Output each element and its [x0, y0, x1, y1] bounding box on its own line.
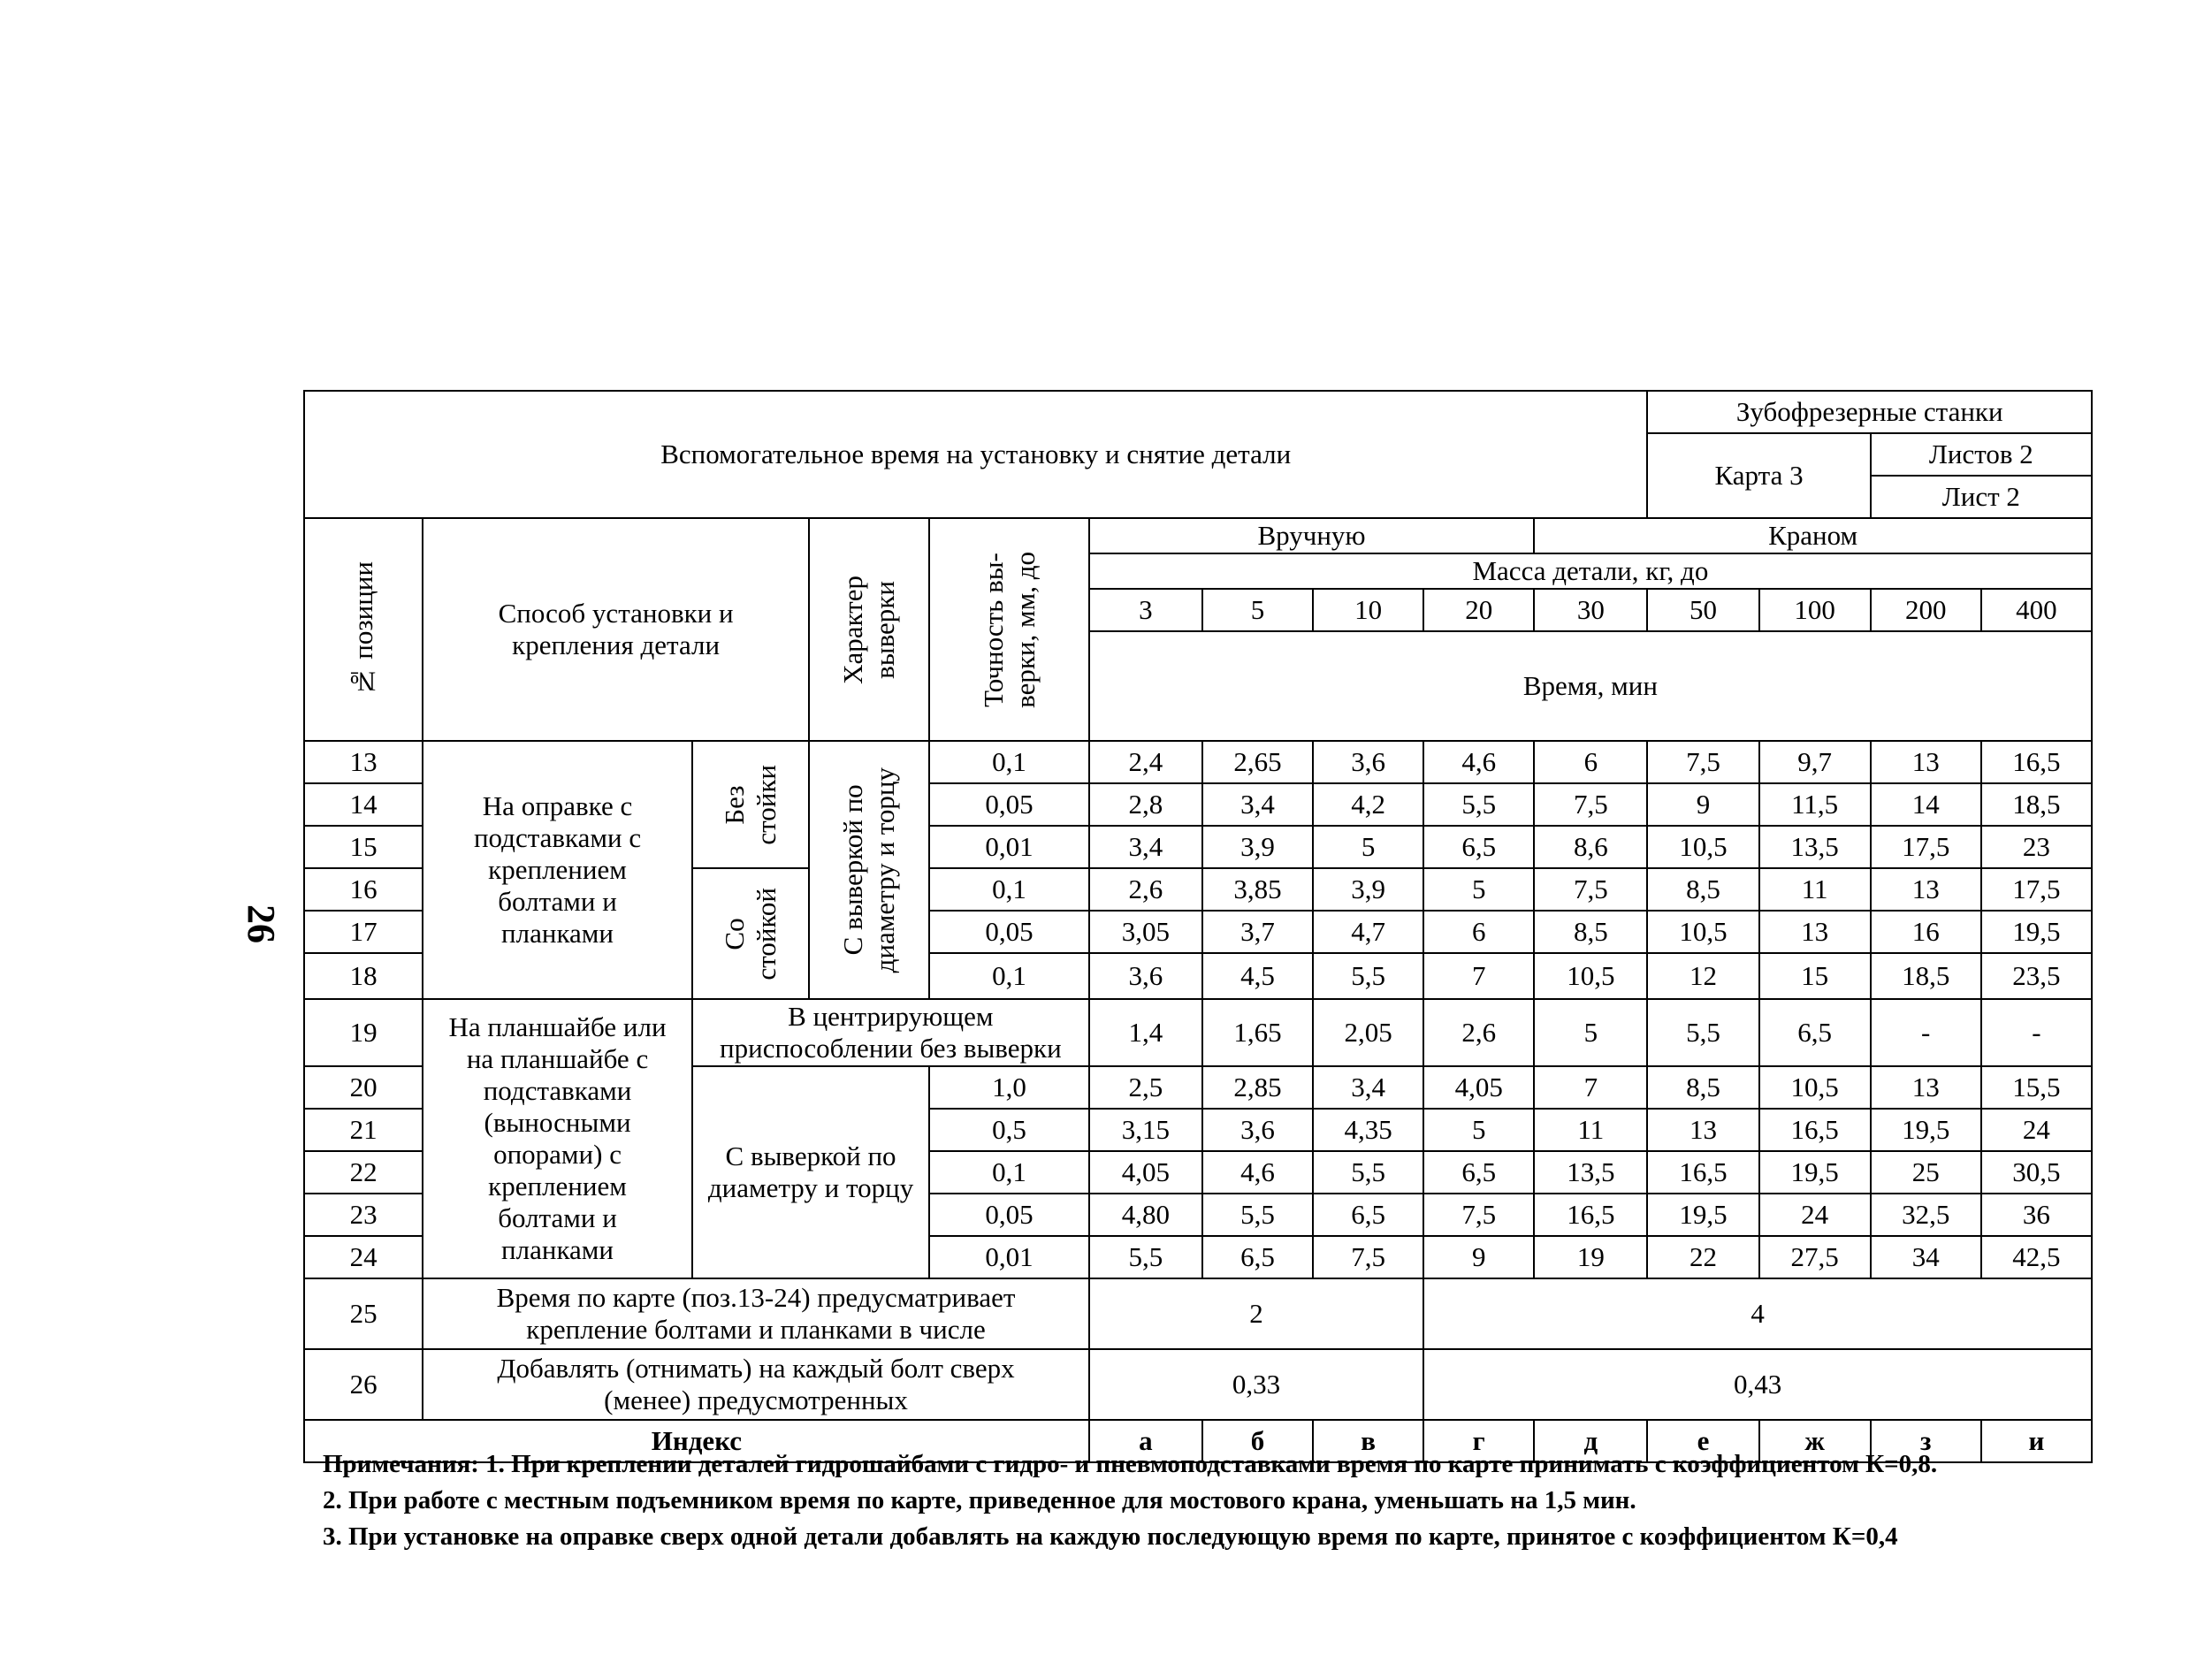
time-value: 13,5: [1534, 1151, 1647, 1194]
mass-value: 10: [1313, 589, 1423, 631]
accuracy-value: 0,01: [929, 1236, 1089, 1278]
time-value: 15: [1759, 953, 1871, 999]
time-header: Время, мин: [1089, 631, 2092, 741]
mass-value: 20: [1423, 589, 1534, 631]
time-value: 4,05: [1423, 1066, 1534, 1109]
alignment-mandrel: С выверкой по диаметру и торцу: [809, 741, 929, 999]
time-value: 23: [1981, 826, 2092, 868]
mass-value: 5: [1202, 589, 1313, 631]
index-letter: ж: [1759, 1420, 1871, 1462]
time-value: 2,05: [1313, 999, 1423, 1066]
time-value: 19: [1534, 1236, 1647, 1278]
time-value: 5: [1423, 1109, 1534, 1151]
table-row: [304, 1278, 2092, 1349]
time-value: 5,5: [1202, 1194, 1313, 1236]
machine-name: Зубофрезерные станки: [1647, 391, 2092, 433]
time-value: 36: [1981, 1194, 2092, 1236]
index-label: Индекс: [304, 1420, 1089, 1462]
bolt-note: Добавлять (отнимать) на каждый болт сверх (менее) предусмотренных: [423, 1349, 1089, 1420]
time-value: 19,5: [1647, 1194, 1758, 1236]
time-value: 6,5: [1423, 826, 1534, 868]
position-number: 21: [304, 1109, 423, 1151]
manual-header: Вручную: [1089, 518, 1534, 553]
time-value: 1,65: [1202, 999, 1313, 1066]
table-row: [304, 999, 2092, 1066]
time-value: 16,5: [1647, 1151, 1758, 1194]
manual-value: 2: [1089, 1278, 1423, 1349]
time-value: 4,5: [1202, 953, 1313, 999]
time-value: 18,5: [1871, 953, 1981, 999]
position-number: 19: [304, 999, 423, 1066]
index-letter: в: [1313, 1420, 1423, 1462]
time-value: 4,05: [1089, 1151, 1202, 1194]
time-value: 7,5: [1534, 783, 1647, 826]
time-value: 3,4: [1089, 826, 1202, 868]
alignment-header: Характер выверки: [809, 518, 929, 741]
time-value: 19,5: [1981, 911, 2092, 953]
card-title: Вспомогательное время на установку и снятие детали: [304, 391, 1647, 518]
index-letter: д: [1534, 1420, 1647, 1462]
time-value: 3,7: [1202, 911, 1313, 953]
crane-value: 0,43: [1423, 1349, 2092, 1420]
time-value: 3,15: [1089, 1109, 1202, 1151]
time-value: 5,5: [1423, 783, 1534, 826]
time-value: 8,6: [1534, 826, 1647, 868]
time-value: 11: [1534, 1109, 1647, 1151]
time-value: 17,5: [1871, 826, 1981, 868]
time-value: 5,5: [1647, 999, 1758, 1066]
position-number: 23: [304, 1194, 423, 1236]
method-faceplate: На планшайбе или на планшайбе с подставками (выносными опорами) с креплением болтами и планками: [423, 999, 692, 1278]
mass-value: 50: [1647, 589, 1758, 631]
time-value: 2,5: [1089, 1066, 1202, 1109]
table-row: [304, 741, 2092, 783]
time-value: 2,6: [1423, 999, 1534, 1066]
time-value: 12: [1647, 953, 1758, 999]
crane-value: 4: [1423, 1278, 2092, 1349]
time-value: 25: [1871, 1151, 1981, 1194]
position-header: № позиции: [304, 518, 423, 741]
time-value: 4,6: [1202, 1151, 1313, 1194]
accuracy-header: Точность вы- верки, мм, до: [929, 518, 1089, 741]
card-sheet: [303, 390, 2093, 1463]
sheets-total: Листов 2: [1871, 433, 2092, 476]
time-value: 34: [1871, 1236, 1981, 1278]
time-value: 14: [1871, 783, 1981, 826]
time-value: 4,2: [1313, 783, 1423, 826]
accuracy-value: 0,5: [929, 1109, 1089, 1151]
time-value: 17,5: [1981, 868, 2092, 911]
position-number: 26: [304, 1349, 423, 1420]
time-value: 7,5: [1647, 741, 1758, 783]
time-value: 22: [1647, 1236, 1758, 1278]
time-value: 5,5: [1313, 1151, 1423, 1194]
table-row: [304, 1349, 2092, 1420]
mass-value: 100: [1759, 589, 1871, 631]
sheet-number: Лист 2: [1871, 476, 2092, 518]
time-value: -: [1871, 999, 1981, 1066]
position-number: 14: [304, 783, 423, 826]
time-value: 2,65: [1202, 741, 1313, 783]
time-value: 2,8: [1089, 783, 1202, 826]
accuracy-value: 0,1: [929, 868, 1089, 911]
note-2: 2. При работе с местным подъемником время по карте, приведенное для мостового крана, уменьшать на 1,5 мин.: [323, 1486, 1636, 1514]
alignment-faceplate: С выверкой по диаметру и торцу: [692, 1066, 929, 1278]
subgroup-with-stand: Со стойкой: [692, 868, 809, 999]
position-number: 15: [304, 826, 423, 868]
bolt-note: Время по карте (поз.13-24) предусматривает крепление болтами и планками в числе: [423, 1278, 1089, 1349]
time-value: 13: [1871, 868, 1981, 911]
page-number: 26: [240, 904, 284, 943]
time-value: 15,5: [1981, 1066, 2092, 1109]
time-value: 16,5: [1981, 741, 2092, 783]
position-number: 25: [304, 1278, 423, 1349]
time-value: 19,5: [1871, 1109, 1981, 1151]
method-mandrel: На оправке с подставками с креплением болтами и планками: [423, 741, 692, 999]
time-value: 23,5: [1981, 953, 2092, 999]
index-letter: б: [1202, 1420, 1313, 1462]
mass-value: 400: [1981, 589, 2092, 631]
time-value: 3,6: [1089, 953, 1202, 999]
accuracy-value: 0,01: [929, 826, 1089, 868]
time-value: 3,6: [1202, 1109, 1313, 1151]
time-value: 4,6: [1423, 741, 1534, 783]
time-value: 6,5: [1202, 1236, 1313, 1278]
time-value: 13,5: [1759, 826, 1871, 868]
time-value: 4,35: [1313, 1109, 1423, 1151]
time-value: 18,5: [1981, 783, 2092, 826]
time-value: 7: [1534, 1066, 1647, 1109]
mass-value: 30: [1534, 589, 1647, 631]
index-letter: а: [1089, 1420, 1202, 1462]
time-value: 8,5: [1647, 1066, 1758, 1109]
time-value: 9: [1423, 1236, 1534, 1278]
time-value: 16,5: [1759, 1109, 1871, 1151]
mass-value: 3: [1089, 589, 1202, 631]
card-number: Карта 3: [1647, 433, 1870, 518]
position-number: 24: [304, 1236, 423, 1278]
time-value: 5: [1534, 999, 1647, 1066]
time-value: 24: [1759, 1194, 1871, 1236]
time-value: 2,6: [1089, 868, 1202, 911]
accuracy-value: 0,05: [929, 1194, 1089, 1236]
time-value: 11: [1759, 868, 1871, 911]
time-value: -: [1981, 999, 2092, 1066]
time-value: 13: [1871, 741, 1981, 783]
time-value: 5: [1423, 868, 1534, 911]
time-value: 5,5: [1313, 953, 1423, 999]
index-letter: и: [1981, 1420, 2092, 1462]
position-number: 18: [304, 953, 423, 999]
time-value: 1,4: [1089, 999, 1202, 1066]
index-letter: е: [1647, 1420, 1758, 1462]
time-value: 8,5: [1534, 911, 1647, 953]
mass-header: Масса детали, кг, до: [1089, 553, 2092, 589]
accuracy-value: 0,1: [929, 1151, 1089, 1194]
time-value: 32,5: [1871, 1194, 1981, 1236]
time-value: 3,6: [1313, 741, 1423, 783]
time-value: 6,5: [1759, 999, 1871, 1066]
time-value: 3,85: [1202, 868, 1313, 911]
time-value: 13: [1647, 1109, 1758, 1151]
time-value: 8,5: [1647, 868, 1758, 911]
time-value: 13: [1759, 911, 1871, 953]
position-number: 22: [304, 1151, 423, 1194]
time-value: 6,5: [1423, 1151, 1534, 1194]
time-value: 7,5: [1423, 1194, 1534, 1236]
time-value: 2,4: [1089, 741, 1202, 783]
crane-header: Краном: [1534, 518, 2092, 553]
time-value: 13: [1871, 1066, 1981, 1109]
note-1: Примечания: 1. При креплении деталей гидрошайбами с гидро- и пневмоподставками время по карте принимать с коэффициентом К=0,8.: [323, 1450, 1938, 1478]
time-value: 5: [1313, 826, 1423, 868]
note-3: 3. При установке на оправке сверх одной детали добавлять на каждую последующую время по карте, принятое с коэффициентом К=0,4: [323, 1522, 1898, 1551]
time-value: 6: [1423, 911, 1534, 953]
time-value: 30,5: [1981, 1151, 2092, 1194]
time-norm-table: [303, 390, 2093, 1463]
time-value: 7: [1423, 953, 1534, 999]
time-value: 7,5: [1534, 868, 1647, 911]
time-value: 3,4: [1313, 1066, 1423, 1109]
position-number: 20: [304, 1066, 423, 1109]
accuracy-value: 0,1: [929, 741, 1089, 783]
time-value: 11,5: [1759, 783, 1871, 826]
time-value: 5,5: [1089, 1236, 1202, 1278]
manual-value: 0,33: [1089, 1349, 1423, 1420]
time-value: 19,5: [1759, 1151, 1871, 1194]
time-value: 2,85: [1202, 1066, 1313, 1109]
accuracy-value: 1,0: [929, 1066, 1089, 1109]
method-centering: В центрирующем приспособлении без выверки: [692, 999, 1089, 1066]
time-value: 10,5: [1647, 911, 1758, 953]
subgroup-no-stand: Без стойки: [692, 741, 809, 868]
time-value: 24: [1981, 1109, 2092, 1151]
notes: [323, 1446, 2091, 1555]
time-value: 3,9: [1202, 826, 1313, 868]
time-value: 6: [1534, 741, 1647, 783]
time-value: 4,7: [1313, 911, 1423, 953]
time-value: 3,05: [1089, 911, 1202, 953]
mass-value: 200: [1871, 589, 1981, 631]
time-value: 3,4: [1202, 783, 1313, 826]
time-value: 16,5: [1534, 1194, 1647, 1236]
time-value: 6,5: [1313, 1194, 1423, 1236]
time-value: 9,7: [1759, 741, 1871, 783]
accuracy-value: 0,05: [929, 911, 1089, 953]
time-value: 27,5: [1759, 1236, 1871, 1278]
time-value: 4,80: [1089, 1194, 1202, 1236]
time-value: 7,5: [1313, 1236, 1423, 1278]
position-number: 13: [304, 741, 423, 783]
accuracy-value: 0,1: [929, 953, 1089, 999]
time-value: 9: [1647, 783, 1758, 826]
index-letter: г: [1423, 1420, 1534, 1462]
time-value: 10,5: [1759, 1066, 1871, 1109]
accuracy-value: 0,05: [929, 783, 1089, 826]
time-value: 10,5: [1534, 953, 1647, 999]
time-value: 10,5: [1647, 826, 1758, 868]
time-value: 42,5: [1981, 1236, 2092, 1278]
time-value: 16: [1871, 911, 1981, 953]
position-number: 17: [304, 911, 423, 953]
position-number: 16: [304, 868, 423, 911]
method-header: Способ установки и крепления детали: [423, 518, 809, 741]
time-value: 3,9: [1313, 868, 1423, 911]
index-letter: з: [1871, 1420, 1981, 1462]
